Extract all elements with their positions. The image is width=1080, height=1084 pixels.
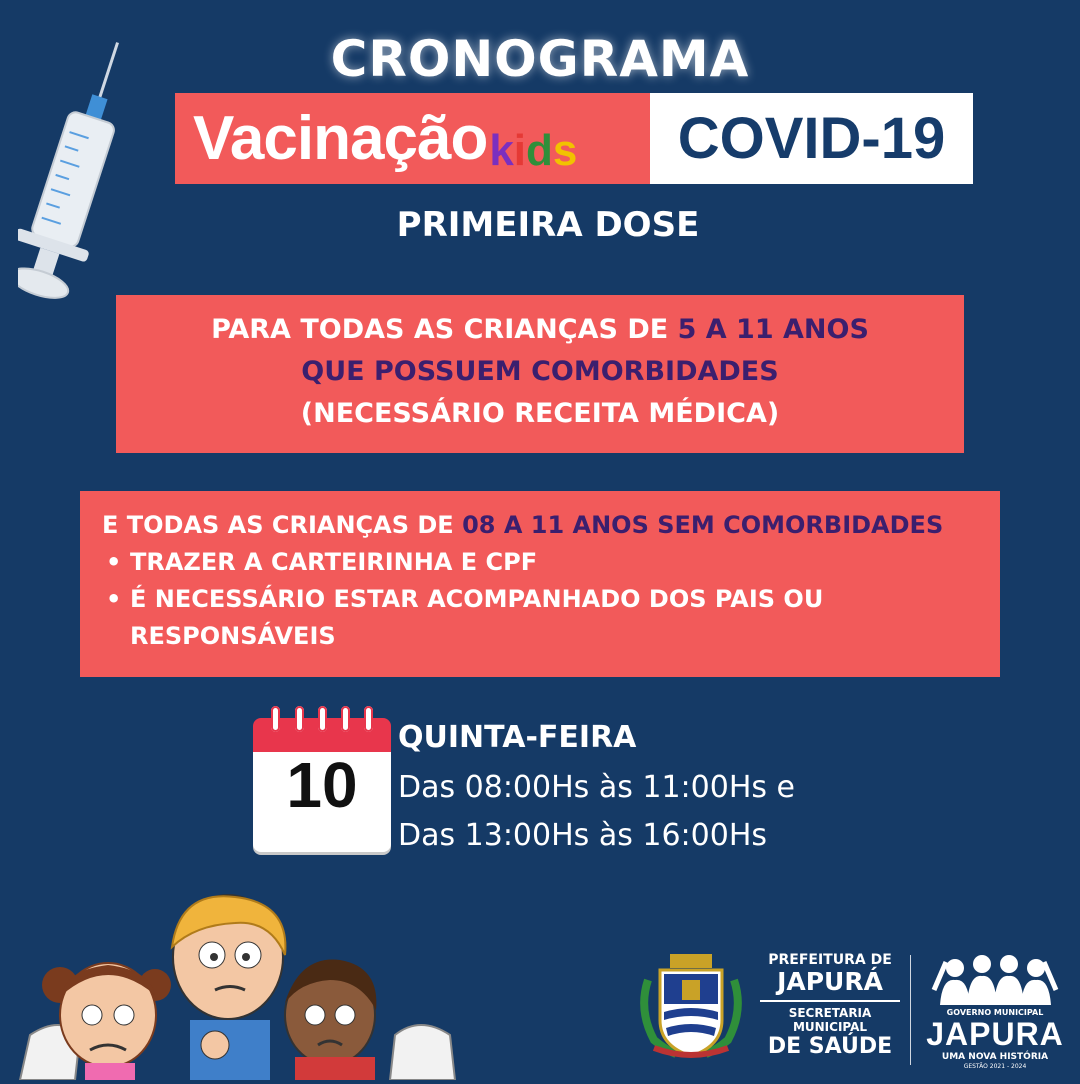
box1-line1-text: PARA TODAS AS CRIANÇAS DE [211,314,678,345]
children-illustration [0,885,480,1080]
banner-covid [650,93,973,184]
gov-city: JAPURA [926,1016,1064,1052]
box1-line1 [116,309,964,351]
kids-letter: i [513,125,527,175]
city-name: JAPURÁ [777,967,883,996]
list-item: • TRAZER A CARTEIRINHA E CPF [102,544,978,581]
gov-slogan: UMA NOVA HISTÓRIA [941,1052,1049,1062]
page-title: CRONOGRAMA [330,30,750,88]
calendar-ring [364,706,373,732]
age-range-highlight: 5 A 11 ANOS [677,314,869,345]
hours-afternoon: Das 13:00Hs às 16:00Hs [398,818,768,853]
kids-letter: s [552,125,578,175]
box2-line1-text: E TODAS AS CRIANÇAS DE [102,511,463,539]
kids-letter: d [526,125,553,175]
vaccination-banner [175,93,973,184]
banner-vaccination-text: Vacinação [193,104,488,173]
box1-line2: QUE POSSUEM COMORBIDADES [301,356,779,387]
requirements-box [80,491,1000,677]
prefeitura-label: PREFEITURA DE [768,952,892,968]
government-logo [920,950,1070,1070]
banner-kids-text [489,126,577,176]
weekday-label: QUINTA-FEIRA [398,720,637,755]
list-item: • É NECESSÁRIO ESTAR ACOMPANHADO DOS PAIS OU RESPONSÁVEIS [102,581,978,655]
calendar-ring [318,706,327,732]
calendar-ring [271,706,280,732]
glove-right-icon [390,1025,455,1080]
people-logo-icon [920,950,1070,1010]
requirements-list [102,544,978,655]
kids-letter: k [489,125,514,175]
banner-covid-text: COVID-19 [677,106,946,171]
health-dept-name: DE SAÚDE [767,1034,893,1059]
prefeitura-block [752,952,908,1060]
footer-divider [910,955,911,1065]
calendar-ring [295,706,304,732]
comorbidity-info-box [116,295,964,453]
gov-term: GESTÃO 2021 - 2024 [963,1063,1027,1070]
calendar-date: 10 [286,749,358,821]
schedule-hours [398,764,795,860]
gov-label: GOVERNO MUNICIPAL [946,1008,1044,1017]
box2-line1 [102,507,978,544]
box1-line3: (NECESSÁRIO RECEITA MÉDICA) [300,398,780,429]
secretaria-label: SECRETARIA MUNICIPAL [788,1006,872,1034]
dose-subtitle: PRIMEIRA DOSE [396,205,700,245]
city-crest-icon [636,950,746,1062]
banner-vaccination-kids [175,93,650,184]
child-boy-dark [285,960,376,1080]
child-boy-blond [172,895,285,1080]
hours-morning: Das 08:00Hs às 11:00Hs e [398,770,796,805]
calendar-icon [253,706,391,854]
divider [760,1000,900,1002]
calendar-ring [341,706,350,732]
age-range-highlight: 08 A 11 ANOS SEM COMORBIDADES [462,511,944,539]
